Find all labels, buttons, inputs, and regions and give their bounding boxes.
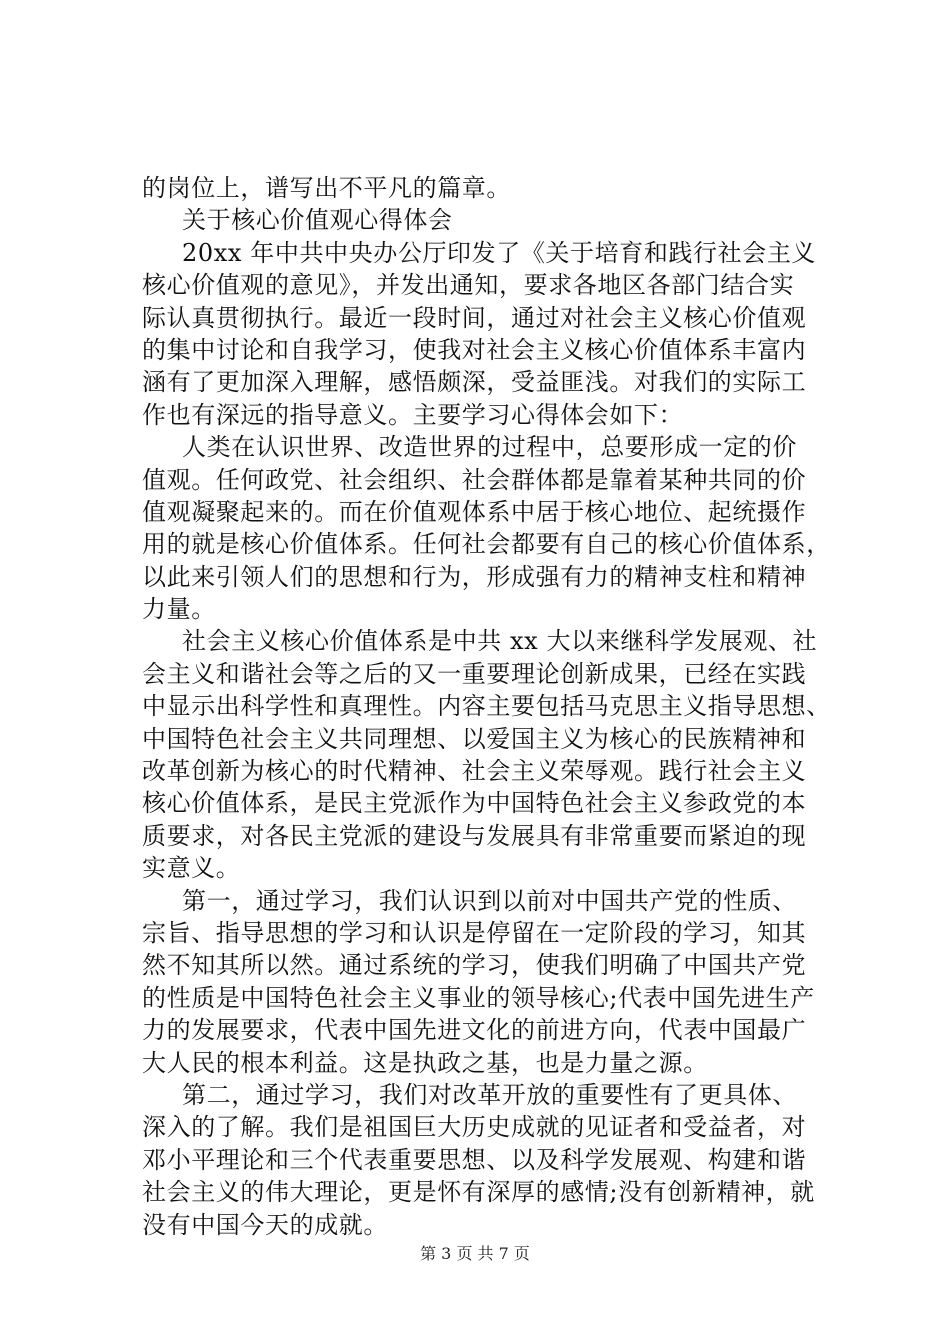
text-line: 的性质是中国特色社会主义事业的领导核心;代表中国先进生产 [142, 983, 815, 1012]
text-line: 20xx 年中共中央办公厅印发了《关于培育和践行社会主义 [182, 238, 817, 267]
text-line: 人类在认识世界、改造世界的过程中，总要形成一定的价 [182, 433, 797, 462]
text-line: 的集中讨论和自我学习，使我对社会主义核心价值体系丰富内 [142, 335, 807, 364]
text-line: 会主义和谐社会等之后的又一重要理论创新成果，已经在实践 [142, 659, 807, 688]
text-line: 涵有了更加深入理解，感悟颇深，受益匪浅。对我们的实际工 [142, 368, 807, 397]
text-line: 宗旨、指导思想的学习和认识是停留在一定阶段的学习，知其 [142, 918, 807, 947]
text-line: 的岗位上，谱写出不平凡的篇章。 [142, 174, 511, 202]
text-line: 用的就是核心价值体系。任何社会都要有自己的核心价值体系， [142, 530, 831, 559]
text-line: 没有中国今天的成就。 [142, 1210, 388, 1239]
text-line: 邓小平理论和三个代表重要思想、以及科学发展观、构建和谐 [142, 1145, 807, 1174]
text-line: 作也有深远的指导意义。主要学习心得体会如下： [142, 400, 684, 429]
text-line: 中国特色社会主义共同理想、以爱国主义为核心的民族精神和 [142, 724, 807, 753]
page-footer: 第 3 页 共 7 页 [420, 1244, 530, 1263]
document-body [142, 172, 854, 1241]
text-line: 力的发展要求，代表中国先进文化的前进方向，代表中国最广 [142, 1016, 807, 1045]
text-line: 深入的了解。我们是祖国巨大历史成就的见证者和受益者，对 [142, 1113, 807, 1142]
text-line: 大人民的根本利益。这是执政之基，也是力量之源。 [142, 1048, 708, 1077]
text-line: 社会主义的伟大理论，更是怀有深厚的感情;没有创新精神，就 [142, 1178, 815, 1207]
text-line: 社会主义核心价值体系是中共 xx 大以来继科学发展观、社 [182, 627, 818, 656]
text-line: 际认真贯彻执行。最近一段时间，通过对社会主义核心价值观 [142, 303, 807, 332]
text-line: 然不知其所以然。通过系统的学习，使我们明确了中国共产党 [142, 951, 807, 980]
text-line: 以此来引领人们的思想和行为，形成强有力的精神支柱和精神 [142, 562, 807, 591]
text-line: 质要求，对各民主党派的建设与发展具有非常重要而紧迫的现 [142, 821, 807, 850]
text-line: 力量。 [142, 595, 216, 624]
text-line: 改革创新为核心的时代精神、社会主义荣辱观。践行社会主义 [142, 757, 807, 786]
text-line: 关于核心价值观心得体会 [182, 206, 453, 235]
text-line: 第二，通过学习，我们对改革开放的重要性有了更具体、 [182, 1080, 797, 1109]
text-line: 值观凝聚起来的。而在价值观体系中居于核心地位、起统摄作 [142, 497, 807, 526]
text-line: 第一，通过学习，我们认识到以前对中国共产党的性质、 [182, 886, 797, 915]
text-line: 值观。任何政党、社会组织、社会群体都是靠着某种共同的价 [142, 465, 807, 494]
text-line: 实意义。 [142, 854, 241, 883]
text-line: 中显示出科学性和真理性。内容主要包括马克思主义指导思想、 [142, 692, 831, 721]
text-line: 核心价值观的意见》，并发出通知，要求各地区各部门结合实 [142, 271, 795, 300]
text-line: 核心价值体系，是民主党派作为中国特色社会主义参政党的本 [142, 789, 807, 818]
